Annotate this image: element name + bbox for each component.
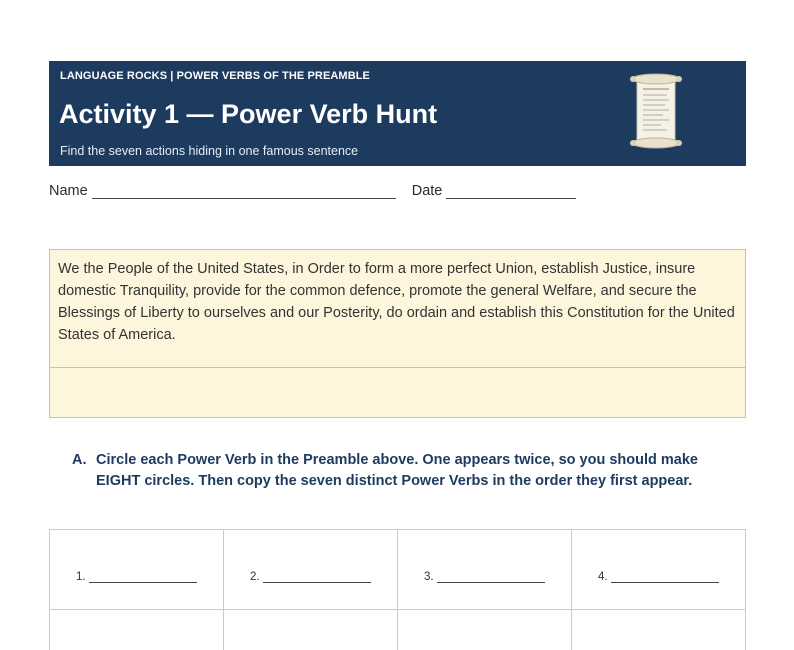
name-field[interactable] (92, 185, 396, 199)
answer-row (50, 530, 746, 610)
answer-cell-5[interactable] (50, 610, 224, 650)
activity-title: Activity 1 — Power Verb Hunt (59, 99, 438, 129)
answer-blank[interactable] (263, 572, 371, 583)
answer-number: 4. (598, 570, 608, 583)
answer-cell-4[interactable] (572, 530, 746, 610)
answer-blank[interactable] (89, 572, 197, 583)
answer-cell-3[interactable] (398, 530, 572, 610)
scroll-icon (627, 73, 685, 149)
date-label: Date (411, 183, 443, 199)
answer-number: 3. (424, 570, 434, 583)
preamble-divider (50, 367, 745, 368)
name-label: Name (49, 183, 88, 199)
answer-number: 2. (250, 570, 260, 583)
header-banner (49, 61, 746, 166)
series-label: LANGUAGE ROCKS | POWER VERBS OF THE PREAMBLE (60, 70, 370, 82)
answer-cell-2[interactable] (224, 530, 398, 610)
instruction-marker: A. (72, 452, 87, 468)
answer-row (50, 610, 746, 650)
preamble-text: We the People of the United States, in Order to form a more perfect Union, establish Justice, insure domestic Tranquility, provide for the common defence, promote the general Welfare, and secure the Blessings of Liberty to ourselves and our Posterity, do ordain and establish this Constitution for the United States of America. (58, 261, 735, 343)
date-field[interactable] (446, 185, 576, 199)
answer-cell-1[interactable] (50, 530, 224, 610)
answer-cell-7[interactable] (398, 610, 572, 650)
answer-grid (49, 529, 746, 650)
instruction-text: Circle each Power Verb in the Preamble above. One appears twice, so you should make EIGHT circles. Then copy the seven distinct Power Verbs in the order they first appear. (96, 452, 698, 489)
preamble-box (49, 249, 746, 418)
activity-subtitle: Find the seven actions hiding in one famous sentence (60, 144, 359, 158)
answer-cell-6[interactable] (224, 610, 398, 650)
answer-cell-8[interactable] (572, 610, 746, 650)
answer-number: 1. (76, 570, 86, 583)
name-date-row (49, 183, 576, 199)
answer-blank[interactable] (611, 572, 719, 583)
instruction-a (72, 450, 732, 492)
answer-blank[interactable] (437, 572, 545, 583)
